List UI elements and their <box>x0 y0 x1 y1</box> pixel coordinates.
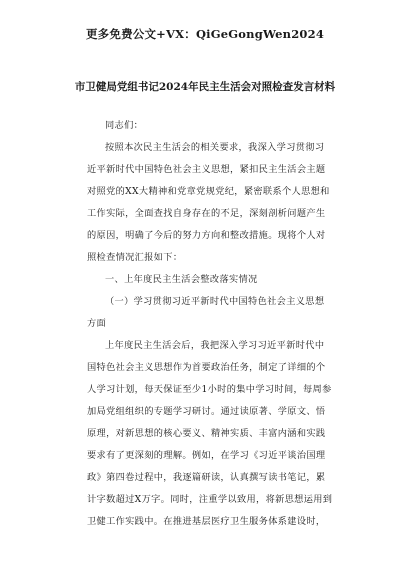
body-line: 上年度民主生活会后，我把深入学习习近平新时代中 <box>105 340 325 351</box>
body-line: 的原因，明确了今后的努力方向和整改措施。现将个人对 <box>87 230 326 241</box>
body-line: 计字数超过X万字。同时，注重学以致用，将新思想运用到 <box>87 494 333 505</box>
body-line: 加局党组组织的专题学习研讨。通过读原著、学原文、悟 <box>87 406 326 417</box>
body-line: 原理，对新思想的核心要义、精神实质、丰富内涵和实践 <box>87 428 326 439</box>
body-line: 照检查情况汇报如下： <box>87 252 183 263</box>
body-line: 按照本次民主生活会的相关要求，我深入学习贯彻习 <box>105 142 325 153</box>
section-heading: 一、上年度民主生活会整改落实情况 <box>105 274 258 285</box>
document-title: 市卫健局党组书记2024年民主生活会对照检查发言材料 <box>74 81 336 93</box>
subsection-heading: （一）学习贯彻习近平新时代中国特色社会主义思想 <box>105 296 325 307</box>
body-line: 要求有了更深刻的理解。例如，在学习《习近平谈治国理 <box>87 450 326 461</box>
body-line: 近平新时代中国特色社会主义思想，紧扣民主生活会主题 <box>87 164 326 175</box>
body-line: 工作实际，全面查找自身存在的不足，深刻剖析问题产生 <box>87 208 326 219</box>
promo-header: 更多免费公文+VX：QiGeGongWen2024 <box>85 27 325 41</box>
subsection-heading-cont: 方面 <box>87 318 107 329</box>
document-body <box>87 115 345 533</box>
body-line: 人学习计划，每天保证至少1小时的集中学习时间，每周参 <box>87 384 332 395</box>
body-line: 国特色社会主义思想作为首要政治任务，制定了详细的个 <box>87 362 326 373</box>
body-line: 对照党的XX大精神和党章党规党纪，紧密联系个人思想和 <box>87 186 330 197</box>
body-line: 政》第四卷过程中，我逐篇研读，认真撰写读书笔记，累 <box>87 472 326 483</box>
salutation: 同志们： <box>105 120 144 131</box>
body-line: 卫健工作实践中。在推进基层医疗卫生服务体系建设时， <box>87 516 326 527</box>
